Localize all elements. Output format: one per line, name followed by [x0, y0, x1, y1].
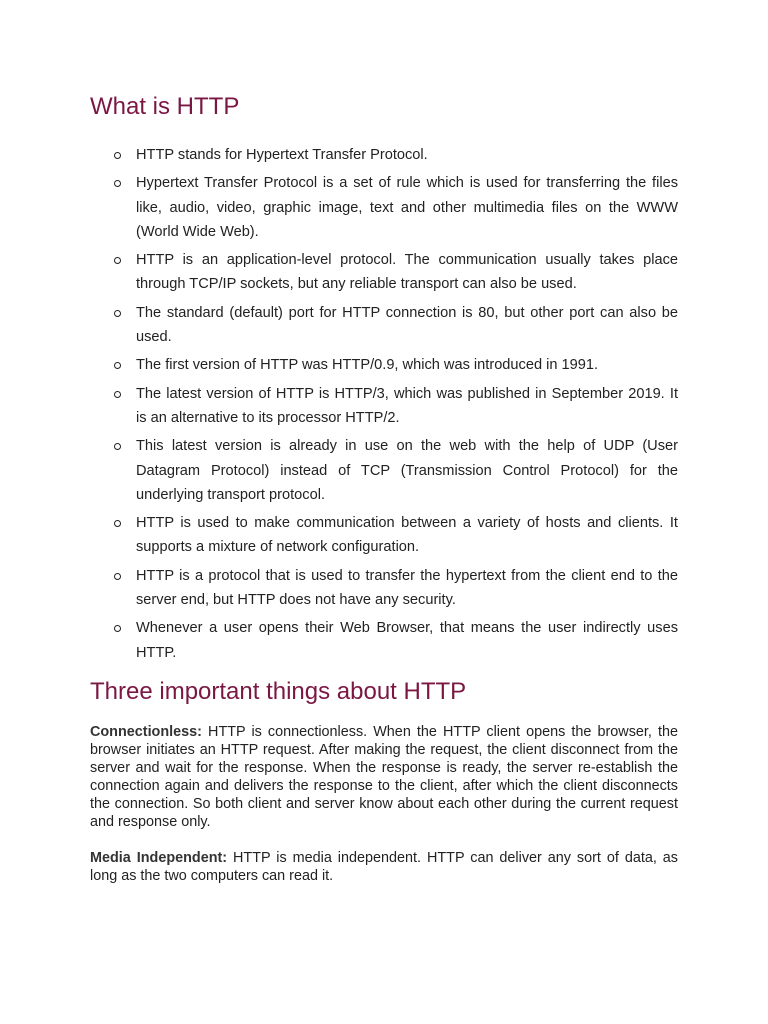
term-label: Connectionless: [90, 724, 202, 740]
list-item [90, 616, 678, 665]
term-label: Media Independent: [90, 850, 228, 866]
hollow-circle-bullet-icon [114, 573, 121, 580]
list-item [90, 511, 678, 560]
hollow-circle-bullet-icon [114, 152, 121, 159]
hollow-circle-bullet-icon [114, 443, 121, 450]
connectionless-paragraph [90, 723, 678, 831]
hollow-circle-bullet-icon [114, 391, 121, 398]
list-item-text: This latest version is already in use on the web with the help of UDP (User Datagram Protocol) instead of TCP (Transmission Control Protocol) for the underlying transport protocol. [136, 438, 678, 503]
list-item-text: HTTP is a protocol that is used to transfer the hypertext from the client end to the server end, but HTTP does not have any security. [136, 567, 678, 609]
hollow-circle-bullet-icon [114, 362, 121, 369]
list-item-text: The standard (default) port for HTTP connection is 80, but other port can also be used. [136, 304, 678, 346]
list-item-text: The first version of HTTP was HTTP/0.9, which was introduced in 1991. [136, 357, 599, 374]
http-facts-list [90, 143, 678, 669]
list-item [90, 382, 678, 431]
list-item [90, 564, 678, 613]
list-item [90, 301, 678, 350]
section-title-what-is-http: What is HTTP [90, 93, 240, 120]
list-item [90, 248, 678, 297]
hollow-circle-bullet-icon [114, 520, 121, 527]
paragraph-text: HTTP is connectionless. When the HTTP client opens the browser, the browser initiates an HTTP request. After making the request, the client disconnect from the server and wait for the response. When the response is ready, the server re-establish the connection again and delivers the response to the client, after which the client disconnects the connection. So both client and server know about each other during the current request and response only. [90, 724, 678, 830]
list-item-text: HTTP is used to make communication between a variety of hosts and clients. It supports a mixture of network configuration. [136, 515, 678, 556]
list-item-text: Hypertext Transfer Protocol is a set of rule which is used for transferring the files like, audio, video, graphic image, text and other multimedia files on the WWW (World Wide Web). [136, 175, 678, 240]
hollow-circle-bullet-icon [114, 310, 121, 317]
list-item-text: The latest version of HTTP is HTTP/3, which was published in September 2019. It is an alternative to its processor HTTP/2. [136, 385, 678, 426]
list-item-text: HTTP is an application-level protocol. The communication usually takes place through TCP/IP sockets, but any reliable transport can also be used. [136, 252, 678, 293]
hollow-circle-bullet-icon [114, 257, 121, 264]
list-item [90, 353, 678, 377]
media-independent-paragraph [90, 849, 678, 885]
list-item [90, 143, 678, 167]
list-item-text: HTTP stands for Hypertext Transfer Protocol. [136, 147, 428, 163]
section-title-three-important-things: Three important things about HTTP [90, 678, 467, 705]
hollow-circle-bullet-icon [114, 625, 121, 632]
hollow-circle-bullet-icon [114, 180, 121, 187]
list-item-text: Whenever a user opens their Web Browser, that means the user indirectly uses HTTP. [136, 620, 678, 661]
list-item [90, 434, 678, 507]
list-item [90, 171, 678, 244]
paragraph-text: HTTP is media independent. HTTP can deliver any sort of data, as long as the two computers can read it. [90, 850, 678, 884]
